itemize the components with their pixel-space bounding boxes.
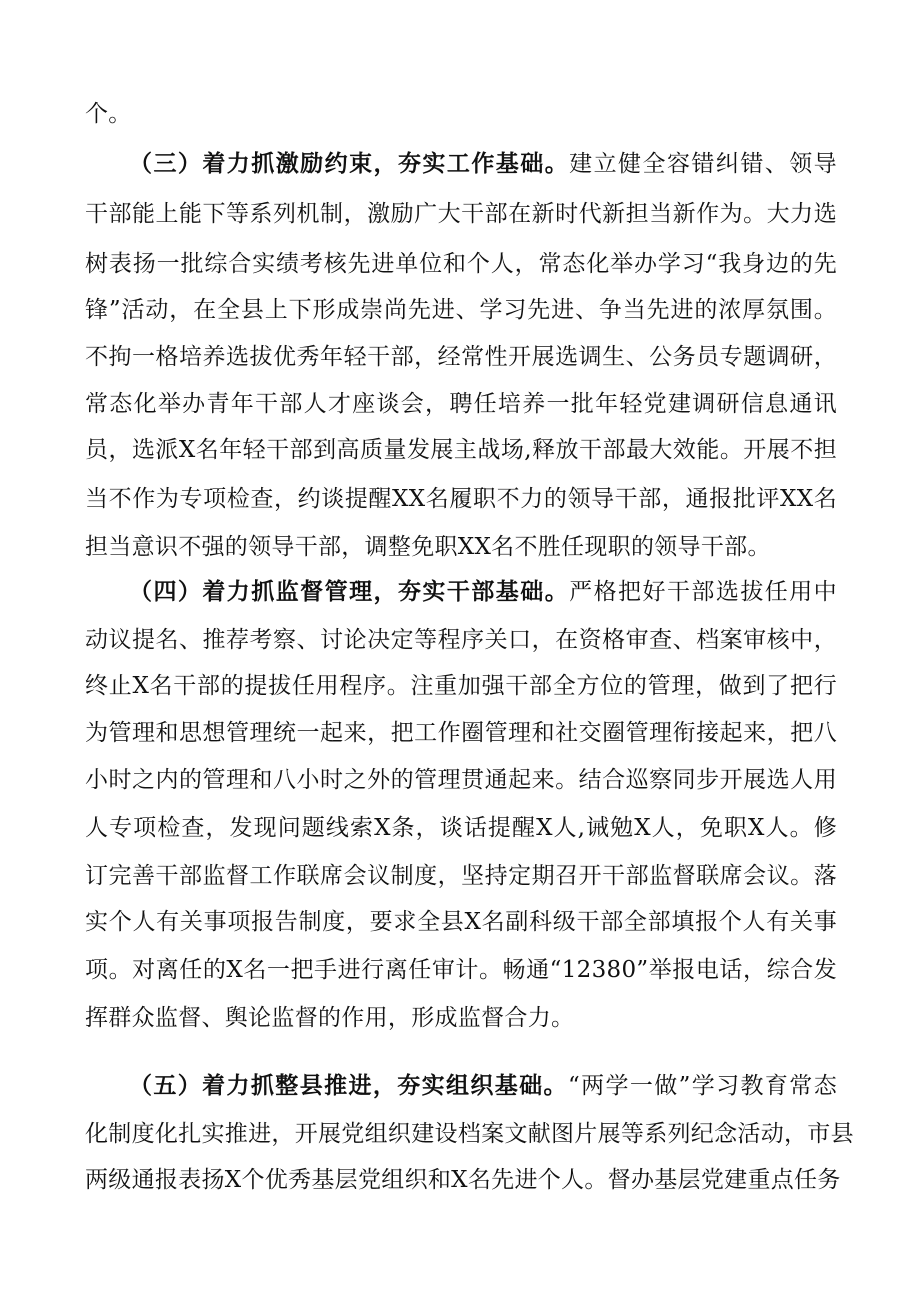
section-5-heading: （五）着力抓整县推进，夯实组织基础。 (129, 1073, 568, 1099)
section-4-heading: （四）着力抓监督管理，夯实干部基础。 (129, 579, 570, 605)
section-4-line: 终止X名干部的提拔任用程序。注重加强干部全方位的管理，做到了把行 (85, 673, 837, 699)
section-5-line: 两级通报表扬X个优秀基层党组织和X名先进个人。督办基层党建重点任务 (85, 1167, 841, 1193)
section-4-line: 项。对离任的X名一把手进行离任审计。畅通“12380”举报电话，综合发 (85, 957, 837, 983)
section-4-line: 人专项检查，发现问题线索X条，谈话提醒X人,诫勉X人，免职X人。修 (85, 815, 837, 841)
section-3-line: 不拘一格培养选拔优秀年轻干部，经常性开展选调生、公务员专题调研， (85, 344, 837, 370)
section-3-line: 干部能上能下等系列机制，激励广大干部在新时代新担当新作为。大力选 (85, 201, 837, 227)
section-4-first-line (129, 566, 837, 618)
section-3-line: 常态化举办青年干部人才座谈会，聘任培养一批年轻党建调研信息通讯 (85, 391, 837, 417)
section-4-line: 为管理和思想管理统一起来，把工作圈管理和社交圈管理衔接起来，把八 (85, 720, 837, 746)
section-4-line: 动议提名、推荐考察、讨论决定等程序关口，在资格审查、档案审核中， (85, 627, 837, 653)
section-3-line: 担当意识不强的领导干部，调整免职XX名不胜任现职的领导干部。 (85, 534, 771, 560)
section-3-line-0: 建立健全容错纠错、领导 (569, 151, 837, 177)
section-3-line: 员，选派X名年轻干部到高质量发展主战场,释放干部最大效能。开展不担 (85, 437, 837, 463)
section-3-first-line (129, 138, 837, 190)
section-3-heading: （三）着力抓激励约束，夯实工作基础。 (129, 151, 570, 177)
section-4-line: 订完善干部监督工作联席会议制度，坚持定期召开干部监督联席会议。落 (85, 863, 837, 889)
section-4-line: 实个人有关事项报告制度，要求全县X名副科级干部全部填报个人有关事 (85, 909, 837, 935)
section-3-line: 锋”活动，在全县上下形成崇尚先进、学习先进、争当先进的浓厚氛围。 (85, 297, 837, 323)
section-3-line: 当不作为专项检查，约谈提醒XX名履职不力的领导干部，通报批评XX名 (85, 486, 837, 512)
section-4-line: 小时之内的管理和八小时之外的管理贯通起来。结合巡察同步开展选人用 (85, 767, 837, 793)
section-5-first-line (129, 1060, 837, 1112)
section-5-line-0: “两学一做”学习教育常态 (567, 1073, 837, 1099)
section-4-line: 挥群众监督、舆论监督的作用，形成监督合力。 (85, 1005, 575, 1031)
paragraph-tail-line: 个。 (85, 101, 132, 127)
section-5-line: 化制度化扎实推进，开展党组织建设档案文献图片展等系列纪念活动，市县 (85, 1121, 854, 1147)
section-4-line-0: 严格把好干部选拔任用中 (569, 579, 837, 605)
section-3-line: 树表扬一批综合实绩考核先进单位和个人，常态化举办学习“我身边的先 (85, 251, 837, 277)
